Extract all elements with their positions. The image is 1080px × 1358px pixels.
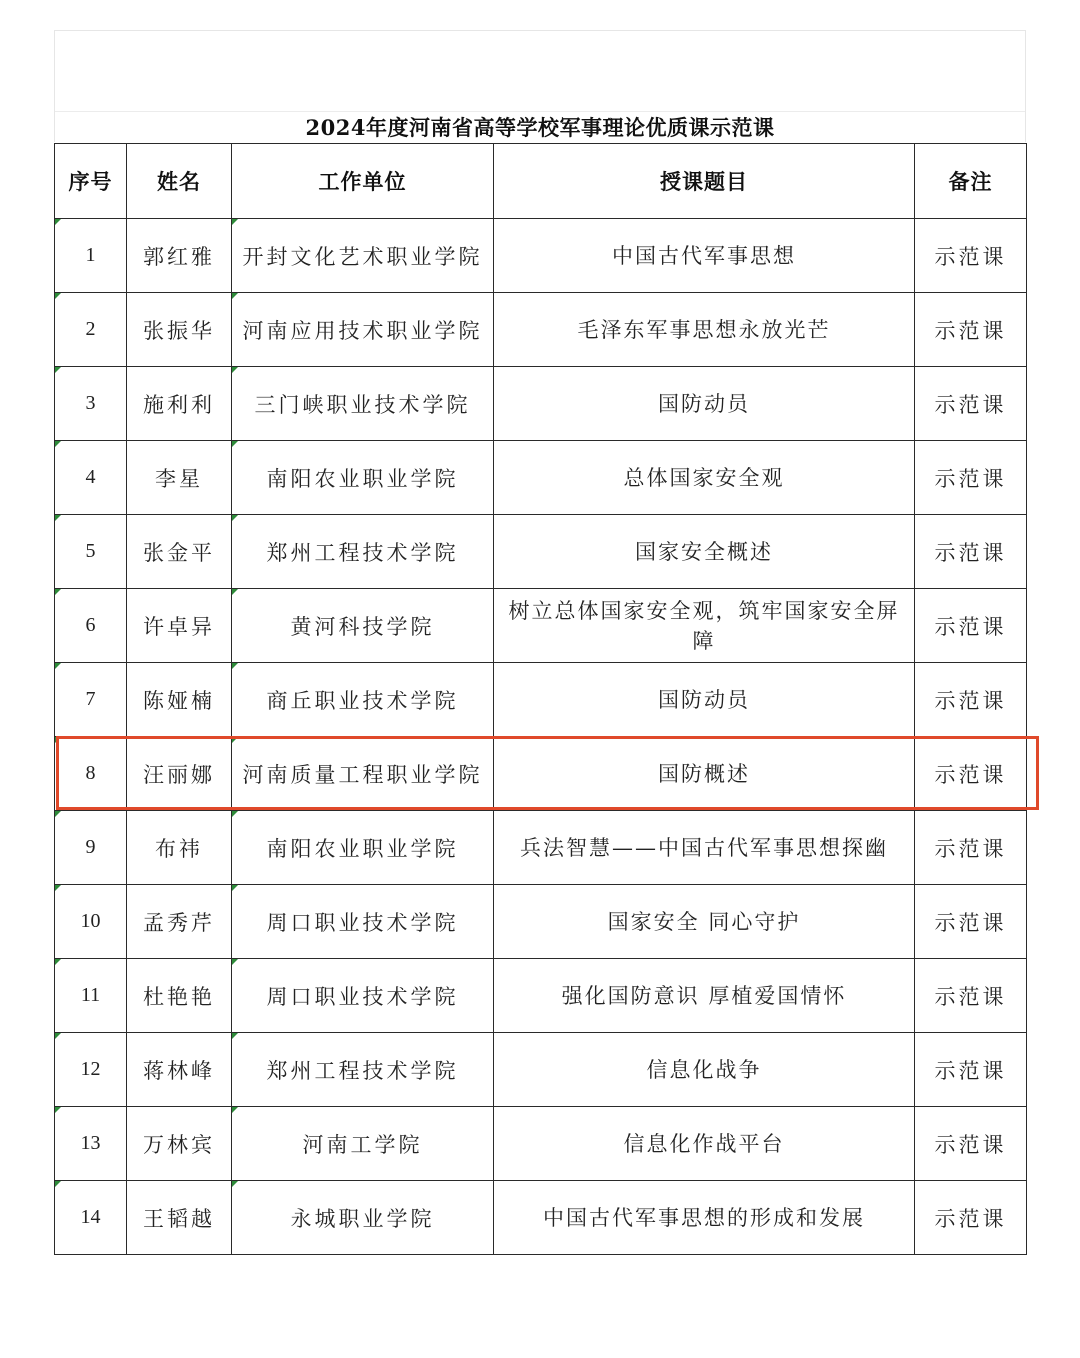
table-row [55, 367, 1027, 441]
cell-unit-text: 郑州工程技术学院 [266, 540, 459, 565]
table-header-row [55, 144, 1027, 219]
table-row [55, 959, 1027, 1033]
cell-unit-text: 周口职业技术学院 [266, 984, 459, 1009]
cell-unit[interactable] [232, 811, 494, 885]
cell-index-text: 2 [85, 318, 96, 340]
cell-note[interactable] [915, 219, 1027, 293]
cell-topic[interactable] [494, 589, 915, 663]
cell-topic-text: 国防概述 [658, 761, 750, 786]
table-row [55, 219, 1027, 293]
cell-unit-text: 南阳农业职业学院 [266, 836, 459, 861]
cell-name-text: 李星 [155, 466, 203, 491]
cell-name[interactable] [127, 219, 232, 293]
cell-topic-text: 总体国家安全观 [623, 465, 785, 490]
cell-unit[interactable] [232, 367, 494, 441]
cell-unit[interactable] [232, 515, 494, 589]
cell-unit[interactable] [232, 1033, 494, 1107]
table-row [55, 293, 1027, 367]
cell-unit-text: 南阳农业职业学院 [266, 466, 459, 491]
cell-unit[interactable] [232, 1107, 494, 1181]
cell-name[interactable] [127, 589, 232, 663]
cell-note-marker-icon [232, 663, 238, 669]
cell-topic[interactable] [494, 441, 915, 515]
cell-name[interactable] [127, 885, 232, 959]
cell-unit-text: 永城职业学院 [290, 1206, 435, 1231]
cell-index-text: 7 [85, 688, 96, 710]
cell-index-text: 3 [85, 392, 96, 414]
table-row [55, 1033, 1027, 1107]
cell-name-text: 张振华 [143, 318, 215, 343]
document-title: 2024年度河南省高等学校军事理论优质课示范课 [305, 115, 775, 140]
cell-topic[interactable] [494, 737, 915, 811]
cell-name-text: 汪丽娜 [143, 762, 215, 787]
cell-note[interactable] [915, 663, 1027, 737]
cell-note-marker-icon [55, 515, 61, 521]
cell-unit[interactable] [232, 885, 494, 959]
cell-name[interactable] [127, 515, 232, 589]
cell-unit[interactable] [232, 959, 494, 1033]
cell-note-marker-icon [55, 441, 61, 447]
cell-note[interactable] [915, 441, 1027, 515]
cell-note-marker-icon [232, 589, 238, 595]
cell-index[interactable] [55, 885, 127, 959]
cell-name-text: 王韬越 [143, 1206, 215, 1231]
cell-note-marker-icon [232, 1181, 238, 1187]
cell-unit[interactable] [232, 293, 494, 367]
cell-name[interactable] [127, 1181, 232, 1255]
cell-note-text: 示范课 [934, 244, 1007, 269]
cell-name[interactable] [127, 663, 232, 737]
cell-note-marker-icon [55, 1181, 61, 1187]
cell-topic-text: 国家安全概述 [635, 539, 773, 564]
cell-unit[interactable] [232, 441, 494, 515]
cell-name-text: 陈娅楠 [143, 688, 215, 713]
header-unit[interactable]: 工作单位 [232, 144, 494, 219]
cell-note[interactable] [915, 1107, 1027, 1181]
table-row [55, 663, 1027, 737]
cell-note-text: 示范课 [934, 318, 1007, 343]
cell-name-text: 蒋林峰 [143, 1058, 215, 1083]
cell-index-text: 12 [80, 1058, 101, 1080]
cell-unit-text: 黄河科技学院 [290, 614, 435, 639]
cell-note-text: 示范课 [934, 392, 1007, 417]
cell-note-marker-icon [55, 293, 61, 299]
cell-note[interactable] [915, 737, 1027, 811]
cell-unit-text: 郑州工程技术学院 [266, 1058, 459, 1083]
cell-note[interactable] [915, 589, 1027, 663]
header-topic[interactable]: 授课题目 [494, 144, 915, 219]
cell-index-text: 10 [80, 910, 101, 932]
cell-topic[interactable] [494, 1033, 915, 1107]
cell-index-text: 11 [80, 984, 101, 1006]
cell-note-marker-icon [55, 1107, 61, 1113]
cell-unit-text: 河南应用技术职业学院 [242, 318, 483, 343]
cell-index-text: 1 [85, 244, 96, 266]
cell-note-text: 示范课 [934, 540, 1007, 565]
cell-note[interactable] [915, 293, 1027, 367]
cell-name-text: 张金平 [143, 540, 215, 565]
cell-note[interactable] [915, 959, 1027, 1033]
cell-note-marker-icon [232, 1033, 238, 1039]
cell-index[interactable] [55, 811, 127, 885]
cell-note-text: 示范课 [934, 614, 1007, 639]
cell-topic-text: 毛泽东军事思想永放光芒 [577, 317, 831, 342]
cell-topic[interactable] [494, 367, 915, 441]
cell-unit-text: 周口职业技术学院 [266, 910, 459, 935]
cell-unit-text: 三门峡职业技术学院 [254, 392, 471, 417]
cell-unit[interactable] [232, 737, 494, 811]
cell-note[interactable] [915, 1181, 1027, 1255]
cell-topic[interactable] [494, 663, 915, 737]
cell-note[interactable] [915, 1033, 1027, 1107]
cell-name[interactable] [127, 293, 232, 367]
cell-note-marker-icon [232, 811, 238, 817]
table-row [55, 1107, 1027, 1181]
cell-note-marker-icon [232, 441, 238, 447]
cell-topic[interactable] [494, 811, 915, 885]
cell-note-marker-icon [55, 959, 61, 965]
cell-note-text: 示范课 [934, 762, 1007, 787]
cell-note-marker-icon [55, 219, 61, 225]
cell-topic-text: 国防动员 [658, 687, 750, 712]
cell-name[interactable] [127, 441, 232, 515]
cell-unit[interactable] [232, 219, 494, 293]
cell-index-text: 5 [85, 540, 96, 562]
cell-topic-text: 树立总体国家安全观，筑牢国家安全屏障 [508, 598, 900, 653]
table-row [55, 1181, 1027, 1255]
cell-index[interactable] [55, 1107, 127, 1181]
cell-index[interactable] [55, 959, 127, 1033]
cell-index-text: 9 [85, 836, 96, 858]
cell-topic-text: 中国古代军事思想的形成和发展 [543, 1205, 865, 1230]
cell-note-marker-icon [55, 367, 61, 373]
cell-name[interactable] [127, 367, 232, 441]
cell-topic-text: 信息化战争 [646, 1057, 762, 1082]
cell-index[interactable] [55, 515, 127, 589]
cell-note-text: 示范课 [934, 984, 1007, 1009]
cell-topic-text: 信息化作战平台 [623, 1131, 785, 1156]
cell-unit[interactable] [232, 1181, 494, 1255]
cell-name[interactable] [127, 959, 232, 1033]
cell-unit[interactable] [232, 589, 494, 663]
cell-note-marker-icon [232, 885, 238, 891]
cell-index[interactable] [55, 663, 127, 737]
cell-topic[interactable] [494, 1181, 915, 1255]
cell-name[interactable] [127, 1107, 232, 1181]
table-row [55, 589, 1027, 663]
cell-note-text: 示范课 [934, 688, 1007, 713]
cell-index-text: 4 [85, 466, 96, 488]
cell-topic[interactable] [494, 219, 915, 293]
cell-note[interactable] [915, 515, 1027, 589]
cell-topic[interactable] [494, 515, 915, 589]
table-row [55, 441, 1027, 515]
cell-unit[interactable] [232, 663, 494, 737]
cell-note-marker-icon [55, 663, 61, 669]
cell-index-text: 13 [80, 1132, 101, 1154]
cell-note-marker-icon [232, 219, 238, 225]
cell-index-text: 6 [85, 614, 96, 636]
cell-name-text: 郭红雅 [143, 244, 215, 269]
table-row [55, 515, 1027, 589]
cell-index[interactable] [55, 1033, 127, 1107]
header-note[interactable]: 备注 [915, 144, 1027, 219]
cell-note-marker-icon [55, 1033, 61, 1039]
cell-index[interactable] [55, 441, 127, 515]
cell-note-marker-icon [55, 885, 61, 891]
cell-note-text: 示范课 [934, 466, 1007, 491]
cell-note-marker-icon [232, 1107, 238, 1113]
cell-note-marker-icon [232, 367, 238, 373]
cell-name-text: 许卓异 [143, 614, 215, 639]
cell-name[interactable] [127, 737, 232, 811]
cell-note-marker-icon [232, 959, 238, 965]
cell-note-text: 示范课 [934, 1058, 1007, 1083]
cell-unit-text: 开封文化艺术职业学院 [242, 244, 483, 269]
cell-note-marker-icon [232, 737, 238, 743]
cell-name[interactable] [127, 1033, 232, 1107]
cell-unit-text: 商丘职业技术学院 [266, 688, 459, 713]
cell-note-text: 示范课 [934, 836, 1007, 861]
cell-topic-text: 强化国防意识 厚植爱国情怀 [561, 983, 847, 1008]
cell-index[interactable] [55, 737, 127, 811]
table-row [55, 737, 1027, 811]
cell-name-text: 布祎 [155, 836, 203, 861]
cell-note[interactable] [915, 885, 1027, 959]
cell-topic-text: 兵法智慧——中国古代军事思想探幽 [520, 835, 888, 860]
cell-name-text: 杜艳艳 [143, 984, 215, 1009]
cell-unit-text: 河南质量工程职业学院 [242, 762, 483, 787]
cell-index[interactable] [55, 293, 127, 367]
cell-index-text: 8 [85, 762, 96, 784]
header-index[interactable]: 序号 [55, 144, 127, 219]
cell-note-marker-icon [232, 515, 238, 521]
cell-note-marker-icon [55, 589, 61, 595]
cell-unit-text: 河南工学院 [302, 1132, 423, 1157]
cell-note-text: 示范课 [934, 910, 1007, 935]
cell-note-marker-icon [55, 737, 61, 743]
cell-note-marker-icon [55, 811, 61, 817]
table-row [55, 885, 1027, 959]
cell-name-text: 万林宾 [143, 1132, 215, 1157]
header-name[interactable]: 姓名 [127, 144, 232, 219]
cell-note[interactable] [915, 367, 1027, 441]
cell-name[interactable] [127, 811, 232, 885]
cell-index[interactable] [55, 219, 127, 293]
cell-name-text: 孟秀芹 [143, 910, 215, 935]
cell-topic-text: 中国古代军事思想 [612, 243, 796, 268]
table-row [55, 811, 1027, 885]
cell-name-text: 施利利 [143, 392, 215, 417]
cell-note-text: 示范课 [934, 1132, 1007, 1157]
cell-index[interactable] [55, 367, 127, 441]
cell-topic[interactable] [494, 1107, 915, 1181]
cell-topic[interactable] [494, 959, 915, 1033]
cell-index[interactable] [55, 1181, 127, 1255]
cell-note-marker-icon [232, 293, 238, 299]
cell-topic[interactable] [494, 293, 915, 367]
cell-index[interactable] [55, 589, 127, 663]
cell-topic-text: 国防动员 [658, 391, 750, 416]
demo-lesson-table [54, 143, 1027, 1255]
cell-index-text: 14 [80, 1206, 101, 1228]
cell-note[interactable] [915, 811, 1027, 885]
cell-topic[interactable] [494, 885, 915, 959]
cell-note-text: 示范课 [934, 1206, 1007, 1231]
cell-topic-text: 国家安全 同心守护 [607, 909, 801, 934]
